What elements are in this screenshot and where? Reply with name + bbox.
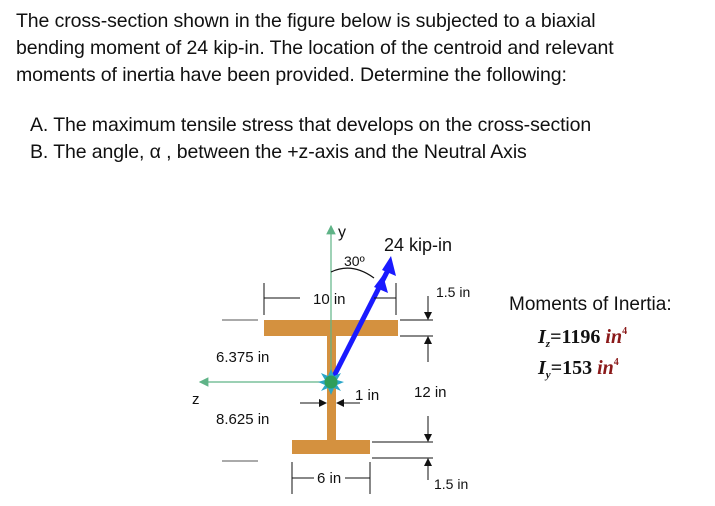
web-thickness-label: 1 in — [355, 387, 380, 404]
top-flange-width-label: 10 in — [313, 291, 346, 308]
web-height-label: 12 in — [414, 384, 447, 401]
statement-line: bending moment of 24 kip-in. The location of the centroid and relevant — [16, 37, 614, 59]
iz-subscript: z — [545, 338, 551, 350]
moments-of-inertia-title: Moments of Inertia: — [509, 294, 672, 315]
statement-line: The cross-section shown in the figure below is subjected to a biaxial — [16, 10, 596, 32]
iz-symbol: I — [538, 326, 546, 348]
iy-symbol: I — [538, 357, 546, 379]
bottom-flange-width-label: 6 in — [317, 470, 342, 487]
iz-unit: in — [605, 326, 623, 348]
z-axis-label: z — [192, 391, 200, 408]
iy-number: 153 — [562, 357, 593, 379]
centroid-from-top-label: 6.375 in — [216, 349, 270, 366]
angle-arc — [331, 268, 374, 278]
part-a: A. The maximum tensile stress that develops on the cross-section — [30, 114, 592, 136]
iy-value: $I_y=153$ $in^4$ — [538, 357, 619, 381]
y-axis-label: y — [338, 224, 346, 241]
moment-vector — [331, 256, 396, 382]
part-b: B. The angle, α , between the +z-axis and the Neutral Axis — [30, 141, 527, 163]
centroid-from-bottom-label: 8.625 in — [216, 411, 270, 428]
statement-line: moments of inertia have been provided. Determine the following: — [16, 64, 567, 86]
iy-exponent: 4 — [613, 357, 619, 368]
top-flange-thickness-label: 1.5 in — [436, 284, 471, 300]
iz-number: 1196 — [561, 326, 601, 348]
centroid-marker — [318, 369, 344, 395]
moment-label: 24 kip-in — [384, 235, 453, 255]
iz-exponent: 4 — [622, 326, 628, 337]
angle-label: 30º — [344, 253, 365, 269]
bottom-flange-thickness-label: 1.5 in — [434, 476, 469, 492]
iy-subscript: y — [545, 369, 551, 381]
iz-value: $I_z=1196$ $in^4$ — [538, 326, 628, 350]
iy-unit: in — [597, 357, 614, 379]
bottom-flange — [292, 440, 370, 454]
